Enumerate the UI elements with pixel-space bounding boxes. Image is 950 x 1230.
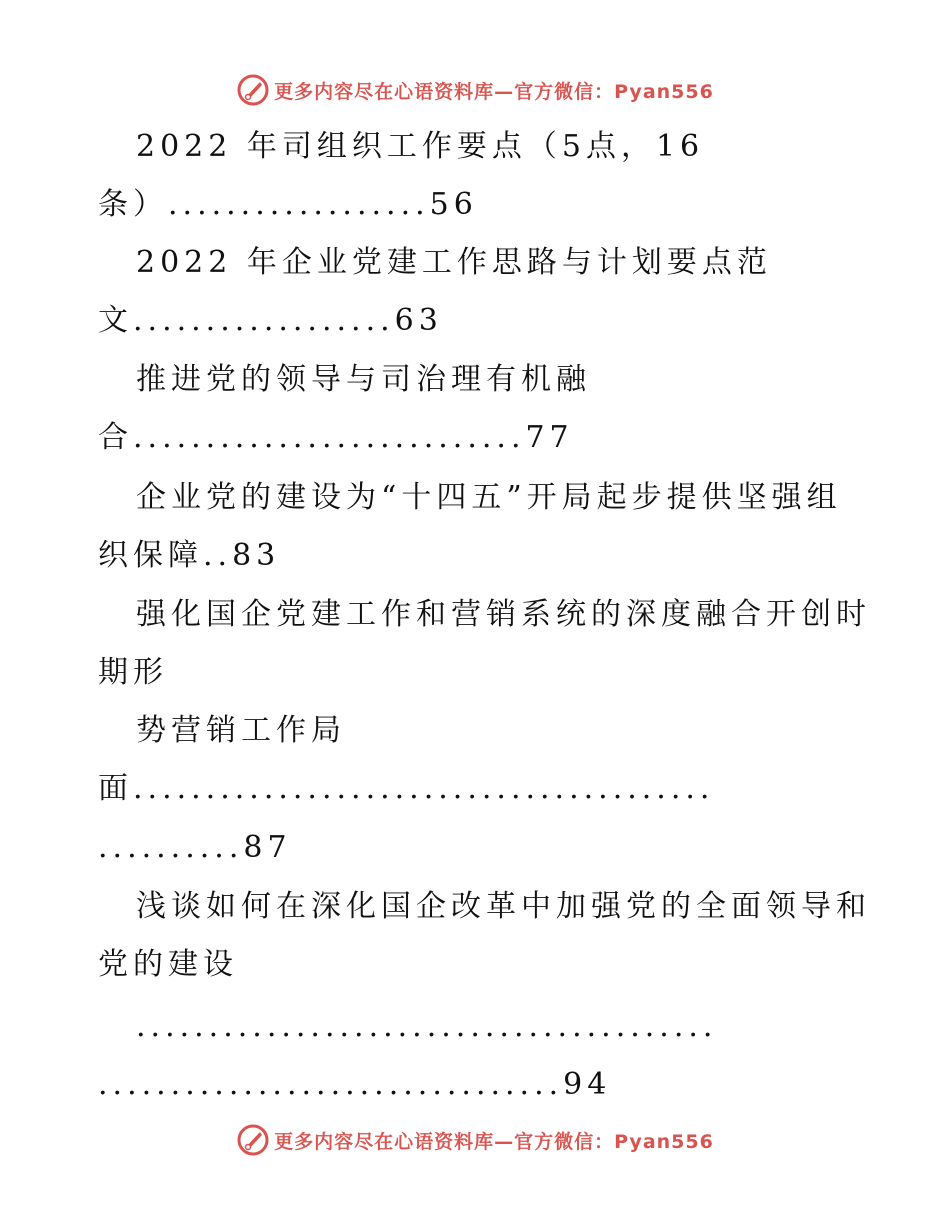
toc-line-1: 2022 年司组织工作要点（5点，16 xyxy=(136,129,705,164)
toc-line-8: 织保障..83 xyxy=(98,538,281,573)
toc-line-2: 条）..................56 xyxy=(98,187,478,222)
toc-line-10: 期形 xyxy=(98,655,168,690)
header-watermark xyxy=(0,70,950,110)
toc-line-9: 强化国企党建工作和营销系统的深度融合开创时 xyxy=(136,597,871,632)
toc-line-3: 2022 年企业党建工作思路与计划要点范 xyxy=(136,245,772,280)
toc-line-15: 党的建设 xyxy=(98,947,238,982)
logo-icon xyxy=(236,73,270,107)
toc-line-6: 合...........................77 xyxy=(98,420,574,455)
toc-line-14: 浅谈如何在深化国企改革中加强党的全面领导和 xyxy=(136,889,871,924)
toc-line-13: ..........87 xyxy=(98,830,292,865)
toc-line-5: 推进党的领导与司治理有机融 xyxy=(136,362,591,397)
footer-text: 更多内容尽在心语资料库—官方微信：Pyan556 xyxy=(274,1130,714,1153)
toc-line-12: 面........................................ xyxy=(98,771,715,806)
header-text: 更多内容尽在心语资料库—官方微信：Pyan556 xyxy=(274,80,714,103)
footer-watermark xyxy=(0,1120,950,1160)
toc-line-4: 文..................63 xyxy=(98,303,443,338)
logo-icon xyxy=(236,1123,270,1157)
toc-line-16: ........................................ xyxy=(136,1009,718,1044)
toc-line-11: 势营销工作局 xyxy=(136,713,346,748)
toc-line-7: 企业党的建设为“十四五”开局起步提供坚强组 xyxy=(136,480,842,515)
toc-line-17: ................................94 xyxy=(98,1067,612,1102)
